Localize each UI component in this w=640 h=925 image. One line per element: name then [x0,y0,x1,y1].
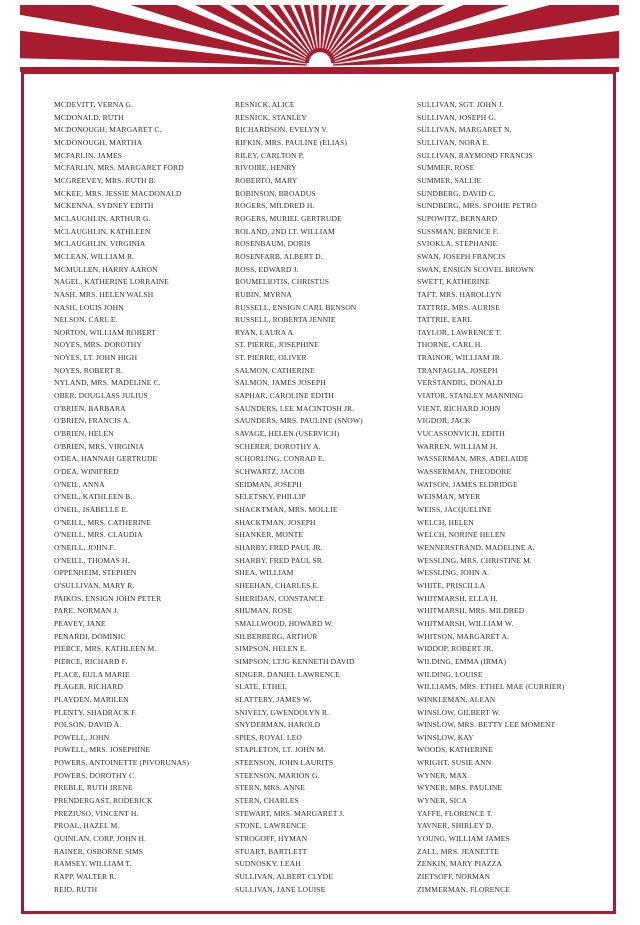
list-item: SUMMER, SALLIE [417,175,482,185]
list-item: SCHORLING, CONRAD E. [235,454,325,464]
list-item: SUSSMAN, BERNICE F. [417,226,499,236]
list-item: PENARDI, DOMINIC [54,631,126,641]
list-item: ROGERS, MURIEL GERTRUDE [235,213,342,223]
list-item: STONE, LAWRENCE [235,821,307,831]
list-item: STROGOFF, HYMAN [235,834,308,844]
list-item: SMALLWOOD, HOWARD W. [235,618,334,628]
list-item: ROBERTO, MARY [235,175,298,185]
list-item: VIATOR, STANLEY MANNING [417,391,524,401]
list-item: SULLIVAN, NORA E. [417,137,490,147]
list-item: SHERIDAN, CONSTANCE [235,593,325,603]
list-item: SIMPSON, HELEN E. [235,644,307,654]
list-item: RAMSEY, WILLIAM T. [54,859,132,869]
list-item: O'NEIL, ISABELLE E. [54,505,129,514]
list-item: MCMULLEN, HARRY AARON [54,264,158,274]
list-item: NOYES, MRS. DOROTHY [54,340,142,350]
list-item: PEAVEY, JANE [54,618,106,628]
list-item: NASH, MRS. HELEN WALSH [54,289,154,299]
sunburst-banner [0,0,640,72]
list-item: SEIDMAN, JOSEPH [235,479,302,489]
list-item: VIGDOR, JACK [417,416,471,426]
list-item: THORNE, CARL H. [417,340,483,350]
list-item: SULLIVAN, JANE LOUISE [235,884,326,894]
list-item: NOYES, LT. JOHN HIGH [54,353,138,363]
list-item: O'DEA, HANNAH GERTRUDE [54,454,158,464]
list-item: TAYLOR, LAWRENCE T. [417,327,502,337]
list-item: NOYES, ROBERT R. [54,365,123,375]
list-item: SVIOKLA, STEPHANIE [417,239,498,249]
list-item: MCGREEVEY, MRS. RUTH B. [54,175,156,185]
list-item: PREBLE, RUTH IRENE [54,783,133,793]
list-item: OBER, DOUGLASS JULIUS [54,391,148,401]
list-item: WILDING, EMMA (IRMA) [417,656,507,666]
list-item: PLAYDEN, MARILEN [54,694,129,704]
list-item: MCDONOUGH, MARGARET C. [54,125,162,135]
list-item: MCLAUGHLIN, ARTHUR G. [54,213,151,223]
list-item: NAGEL, KATHERINE LORRAINE [54,277,169,287]
list-item: WASSERMAN, MRS. ADELAIDE [417,454,529,464]
list-item: SHUMAN, ROSE [235,606,293,616]
list-item: SIMPSON, LTJG KENNETH DAVID [235,656,355,666]
list-item: PREZIUSO, VINCENT H. [54,808,139,818]
list-item: SUNDBERG, DAVID C. [417,188,496,198]
list-item: MCDONALD, RUTH [54,112,124,122]
list-item: STERN, MRS. ANNE [235,783,305,793]
list-item: SAUNDERS, LEE MACINTOSH JR. [235,403,355,413]
list-item: O'BRIEN, MRS. VIRGINIA [54,441,144,451]
list-item: ROUMELIOTIS, CHRISTUS [235,277,330,287]
list-item: MCKEE, MRS. JESSIE MACDONALD [54,188,182,198]
list-item: WYNER, MRS. PAULINE [417,783,503,793]
list-item: WATSON, JAMES ELDRIDGE [417,479,518,489]
list-item: SELETSKY, PHILLIP [235,492,306,502]
list-item: O'DEA, WINIFRED [54,467,119,477]
list-item: PLACE, EULA MARIE [54,669,130,679]
list-item: WHITMARSH, ELLA H. [417,593,498,603]
list-item: WHITMARSH, MRS. MILDRED [417,606,525,616]
list-item: OPPENHEIM, STEPHEN [54,568,137,578]
list-item: ROLAND, 2ND LT. WILLIAM [235,226,335,236]
list-item: ROSENFARB, ALBERT D. [235,251,323,261]
list-item: YAFFE, FLORENCE T. [417,808,493,818]
list-item: O'NEIL, KATHLEEN B. [54,492,133,502]
list-item: SWAN, JOSEPH FRANCIS [417,251,506,261]
list-item: MCFARLIN, JAMES [54,150,123,160]
list-item: RESNICK, STANLEY [235,112,307,122]
list-item: O'NEILL, MRS. CLAUDIA [54,530,143,540]
list-item: POWERS, ANTOINETTE (PIVORUNAS) [54,758,190,768]
list-item: O'NEILL, THOMAS H. [54,555,130,565]
list-item: SINGER, DANIEL LAWRENCE [235,669,340,679]
list-item: VERSTANDIG, DONALD [417,378,503,388]
list-item: SAUNDERS, MRS. PAULINE (SNOW) [235,416,363,426]
list-item: SULLIVAN, RAYMOND FRANCIS [417,150,533,160]
list-item: SILBERBERG, ARTHUR [235,631,318,641]
list-item: SULLIVAN, SGT. JOHN J. [417,100,504,109]
list-item: SWETT, KATHERINE [417,277,490,287]
list-item: VUCASSONVICH, EDITH [417,429,505,439]
list-item: RUBIN, MYRNA [235,289,292,299]
list-item: SPIES, ROYAL LEO [235,732,302,742]
list-item: WARREN, WILLIAM H. [417,441,498,451]
list-item: RIFKIN, MRS. PAULINE (ELIAS) [235,137,348,147]
list-item: SCHWARTZ, JACOB [235,467,305,477]
list-item: SWAN, ENSIGN SCOVEL BROWN [417,264,534,274]
list-item: WESSLING, JOHN A. [417,568,490,578]
list-item: SALMON, JAMES JOSEPH [235,378,326,388]
list-item: PRENDERGAST, RODERICK [54,796,153,806]
list-item: PROAL, HAZEL M. [54,821,120,831]
list-item: RYAN, LAURA A. [235,327,296,337]
list-item: TATTRIE, EARL [417,315,473,325]
list-item: PAIKOS, ENSIGN JOHN PETER [54,593,162,603]
list-item: WENNERSTRAND, MADELINE A. [417,542,535,552]
list-item: WINSLOW, MRS. BETTY LEE MOMENT [417,720,556,730]
list-item: TRAINOR, WILLIAM JR. [417,353,502,363]
list-item: WILLIAMS, MRS. ETHEL MAE (CURRIER) [417,682,565,692]
list-item: WILDING, LOUISE [417,669,483,679]
list-item: MCDEVITT, VERNA G. [54,100,134,109]
names-column-2 [235,99,363,896]
list-item: SNIVELY, GWENDOLYN R. [235,707,330,717]
list-item: PLENTY, SHADRACK F. [54,707,138,717]
list-item: TAFT, MRS. HAROLLYN [417,289,502,299]
list-item: MCLAUGHLIN, KATHLEEN [54,226,151,236]
list-item: WHITE, PRISCILLA [417,580,486,590]
list-item: WINKLEMAN, ALEAN [417,694,496,704]
list-item: RAPP, WALTER R. [54,872,117,882]
list-item: RAINER, OSBORNE SIMS [54,846,144,856]
list-item: O'NEILL, MRS. CATHERINE [54,517,151,527]
list-item: POWERS, DOROTHY C. [54,770,137,780]
list-item: STERN, CHARLES [235,796,299,806]
list-item: PLAGER, RICHARD [54,682,124,692]
list-item: PIERCE, MRS. KATHLEEN M. [54,644,157,654]
list-item: POLSON, DAVID A. [54,720,122,730]
list-item: ZIETSOFF, NORMAN [417,872,491,882]
list-item: O'BRIEN, FRANCIS A. [54,416,131,426]
list-item: SAVAGE, HELEN (USERVICH) [235,429,340,439]
list-item: NYLAND, MRS. MADELINE C. [54,378,161,388]
list-item: WELCH, NORINE HELEN [417,530,506,540]
list-item: SULLIVAN, MARGARET N. [417,125,512,135]
list-item: MCFARLIN, MRS. MARGARET FORD [54,163,184,173]
list-item: O'BRIEN, BARBARA [54,403,126,413]
list-item: WYNER, SICA [417,796,468,806]
list-item: WYNER, MAX [417,770,468,780]
list-item: ROGERS, MILDRED H. [235,201,315,211]
list-item: WRIGHT, SUSIE ANN [417,758,492,768]
list-item: RUSSELL, ENSIGN CARL BENSON [235,302,357,312]
list-item: WEISMAN, MYER [417,492,481,502]
list-item: SHARBY, FRED PAUL JR. [235,542,323,552]
list-item: WELCH, HELEN [417,517,474,527]
list-item: SUDNOSKY, LEAH [235,859,301,869]
list-item: WEISS, JACQUELINE [417,505,492,514]
list-item: MCLAUGHLIN, VIRGINIA [54,239,146,249]
list-item: WOODS, KATHERINE [417,745,493,755]
list-item: O'NEILL, JOHN F. [54,542,115,552]
list-item: STEWART, MRS. MARGARET J. [235,808,345,818]
list-item: STEENSON, JOHN LAURITS [235,758,334,768]
list-item: REID, RUTH [54,884,98,894]
list-item: ZENKIN, MARY PIAZZA [417,859,502,869]
list-item: RESNICK, ALICE [235,100,295,109]
list-item: SHANKER, MONTE [235,530,304,540]
list-item: PARE, NORMAN J. [54,606,119,616]
names-column-1 [54,99,189,896]
list-item: NASH, LOUIS JOHN [54,302,124,312]
list-item: YOUNG, WILLIAM JAMES [417,834,510,844]
list-item: ZIMMERMAN, FLORENCE [417,884,511,894]
list-item: ROSS, EDWARD J. [235,264,299,274]
list-item: WHITMARSH, WILLIAM W. [417,618,514,628]
list-item: RIVOIRE, HENRY [235,163,297,173]
list-item: ST. PIERRE, OLIVER [235,353,307,363]
list-item: NORTON, WILLIAM ROBERT [54,327,157,337]
list-item: RUSSELL, ROBERTA JENNIE [235,315,336,325]
list-item: RICHARDSON, EVELYN V. [235,125,329,135]
list-item: SUMMER, ROSE [417,163,475,173]
list-item: O'NEIL, ANNA [54,479,105,489]
list-item: POWELL, JOHN [54,732,110,742]
list-item: SNYDERMAN, HAROLD [235,720,321,730]
list-item: STUART, BARTLETT [235,846,308,856]
list-item: SAPHAR, CAROLINE EDITH [235,391,335,401]
list-item: MCKENNA, SYDNEY EDITH [54,201,154,211]
list-item: TRANFAGLIA, JOSEPH [417,365,498,375]
list-item: QUINLAN, CORP. JOHN H. [54,834,147,844]
list-item: SHACKTMAN, MRS. MOLLIE [235,505,338,514]
list-item: MCLEAN, WILLIAM R. [54,251,135,261]
list-item: WIDDOP, ROBERT JR. [417,644,494,654]
list-item: SLATTERY, JAMES W. [235,694,312,704]
list-item: O'SULLIVAN, MARY R. [54,580,135,590]
list-item: SHEEHAN, CHARLES E. [235,580,320,590]
names-column-3 [417,99,564,896]
list-item: SLATE, ETHEL [235,682,287,692]
list-item: SUNDBERG, MRS. SPOHIE PETRO [417,201,537,211]
list-item: SHARBY, FRED PAUL SR. [235,555,324,565]
list-item: TATTRIE, MRS. AURISE [417,302,500,312]
list-item: ROBINSON, BROADUS [235,188,316,198]
list-item: SCHERER, DOROTHY A. [235,441,321,451]
list-item: STAPLETON, LT. JOHN M. [235,745,326,755]
list-item: WESSLING, MRS. CHRISTINE M. [417,555,532,565]
list-item: SULLIVAN, ALBERT CLYDE [235,872,333,882]
list-item: SHACKTMAN, JOSEPH [235,517,316,527]
list-item: ROSENBAUM, DORIS [235,239,311,249]
list-item: O'BRIEN, HELEN [54,429,114,439]
list-item: YAVNER, SHIRLEY D. [417,821,494,831]
list-item: WINSLOW, GILBERT W. [417,707,501,717]
list-item: SHEA, WILLIAM [235,568,294,578]
list-item: SUPOWITZ, BERNARD [417,213,498,223]
list-item: PIERCE, RICHARD F. [54,656,128,666]
list-item: MCDONOUGH, MARTHA [54,137,143,147]
list-item: SULLIVAN, JOSEPH G. [417,112,496,122]
list-item: WINSLOW, KAY [417,732,474,742]
list-item: VIENT, RICHARD JOHN [417,403,501,413]
list-item: RILEY, CARLTON P. [235,150,305,160]
list-item: ST. PIERRE, JOSEPHINE [235,340,319,350]
list-item: POWELL, MRS. JOSEPHINE [54,745,151,755]
list-item: STEENSON, MARION G. [235,770,320,780]
list-item: SALMON, CATHERINE [235,365,315,375]
list-item: WASSERMAN, THEODORE [417,467,512,477]
name-list-panel [21,71,616,914]
list-item: NELSON, CARL E. [54,315,118,325]
list-item: WHITSON, MARGARET A. [417,631,510,641]
list-item: ZALL, MRS. JEANETTE [417,846,500,856]
